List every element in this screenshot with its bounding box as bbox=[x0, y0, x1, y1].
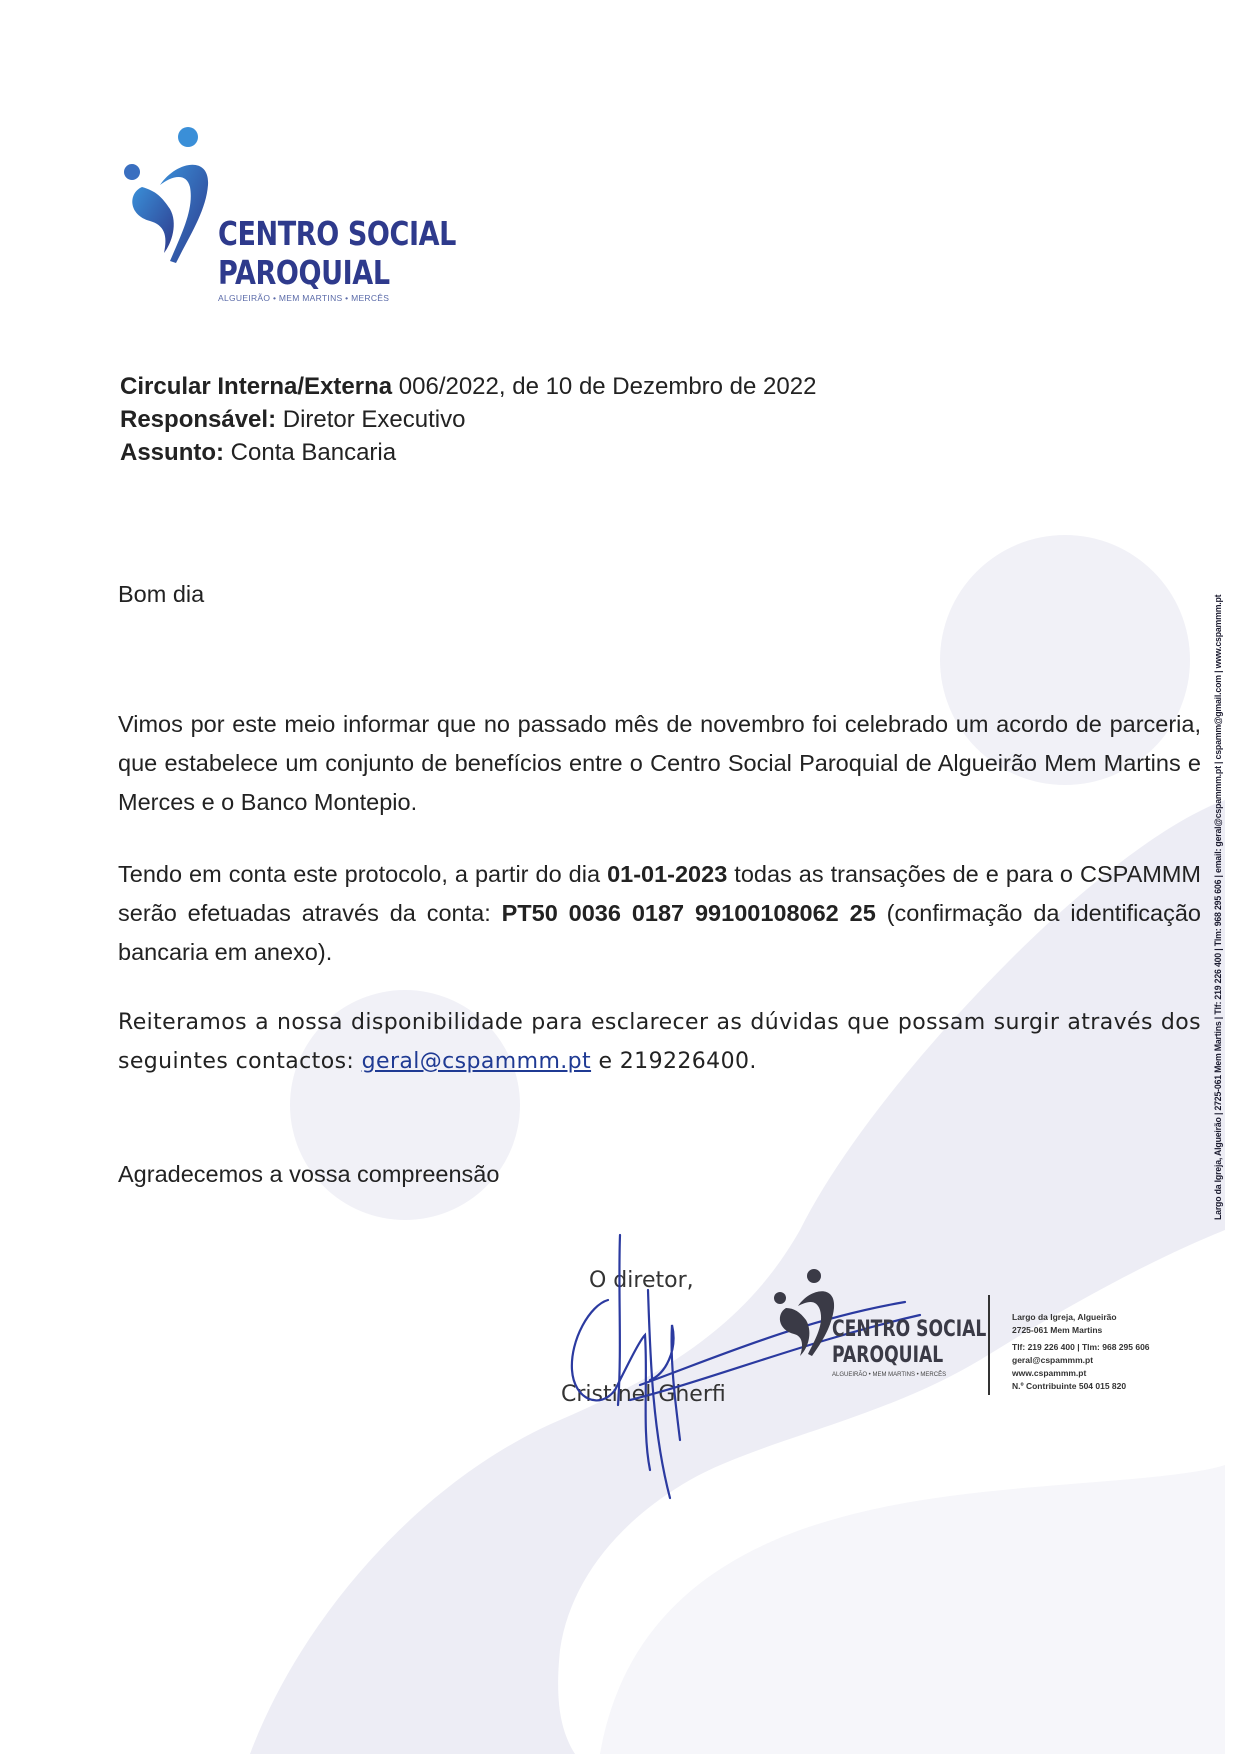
circular-label: Circular Interna/Externa bbox=[120, 373, 393, 400]
paragraph-2 bbox=[118, 855, 1201, 972]
logo-title-line1: CENTRO SOCIAL bbox=[218, 214, 456, 253]
p3-text-b: e 219226400. bbox=[591, 1049, 757, 1074]
signature-title: O diretor, bbox=[589, 1268, 694, 1293]
assunto-value: Conta Bancaria bbox=[224, 439, 397, 466]
p2-text-b: todas as transações de e para o CSPAMMM serão efetuadas através da conta: bbox=[118, 861, 1201, 926]
p2-text-c: (confirmação da identificação bancaria em anexo). bbox=[118, 900, 1201, 965]
logo-mark-icon bbox=[120, 125, 230, 265]
responsavel-line bbox=[120, 403, 465, 436]
assunto-label: Assunto: bbox=[120, 439, 224, 466]
side-contact-strip: Largo da Igreja, Algueirão | 2725-061 Mem Martins | Tlf: 219 226 400 | Tlm: 968 295 606 | email: geral@cspammm.pt | cspamm@gmail.com | www.cspammm.pt bbox=[1213, 594, 1224, 1220]
email-link[interactable]: geral@cspammm.pt bbox=[361, 1049, 592, 1074]
responsavel-label: Responsável: bbox=[120, 406, 277, 433]
p2-text-a: Tendo em conta este protocolo, a partir do dia bbox=[118, 861, 608, 887]
p3-text-a: Reiteramos a nossa disponibilidade para esclarecer as dúvidas que possam surgir através dos seguintes contactos: bbox=[118, 1010, 1201, 1074]
stamp-nif: N.º Contribuinte 504 015 820 bbox=[1012, 1381, 1127, 1391]
signature-name: Cristinel Gherfi bbox=[561, 1382, 726, 1407]
p2-date: 01-01-2023 bbox=[607, 861, 728, 887]
logo-subtitle: ALGUEIRÃO • MEM MARTINS • MERCÊS bbox=[218, 293, 390, 303]
closing: Agradecemos a vossa compreensão bbox=[118, 1161, 500, 1187]
stamp-divider bbox=[988, 1295, 990, 1395]
circular-line bbox=[120, 370, 816, 403]
stamp-title-line1: CENTRO SOCIAL bbox=[832, 1317, 987, 1342]
paragraph-1: Vimos por este meio informar que no passado mês de novembro foi celebrado um acordo de parceria, que estabelece um conjunto de benefícios entre o Centro Social Paroquial de Algueirão Mem Martins e Merces e o Banco Montepio. bbox=[118, 711, 1201, 815]
stamp-title-line2: PAROQUIAL bbox=[832, 1343, 944, 1368]
stamp-subtitle: ALGUEIRÃO • MEM MARTINS • MERCÊS bbox=[832, 1372, 947, 1378]
logo-title-line2: PAROQUIAL bbox=[218, 253, 390, 292]
assunto-line bbox=[120, 436, 396, 469]
responsavel-value: Diretor Executivo bbox=[276, 406, 466, 433]
stamp-phone: Tlf: 219 226 400 | Tlm: 968 295 606 bbox=[1012, 1342, 1150, 1352]
stamp-address-2: 2725-061 Mem Martins bbox=[1012, 1325, 1103, 1335]
stamp-email: geral@cspammm.pt bbox=[1012, 1355, 1094, 1365]
p2-iban: PT50 0036 0187 99100108062 25 bbox=[501, 900, 876, 926]
stamp-website: www.cspammm.pt bbox=[1012, 1368, 1087, 1378]
stamp-address-1: Largo da Igreja, Algueirão bbox=[1012, 1312, 1117, 1322]
handwritten-signature bbox=[560, 1230, 940, 1510]
greeting: Bom dia bbox=[118, 581, 205, 607]
circular-value: 006/2022, de 10 de Dezembro de 2022 bbox=[392, 373, 817, 400]
paragraph-3 bbox=[118, 1003, 1201, 1081]
